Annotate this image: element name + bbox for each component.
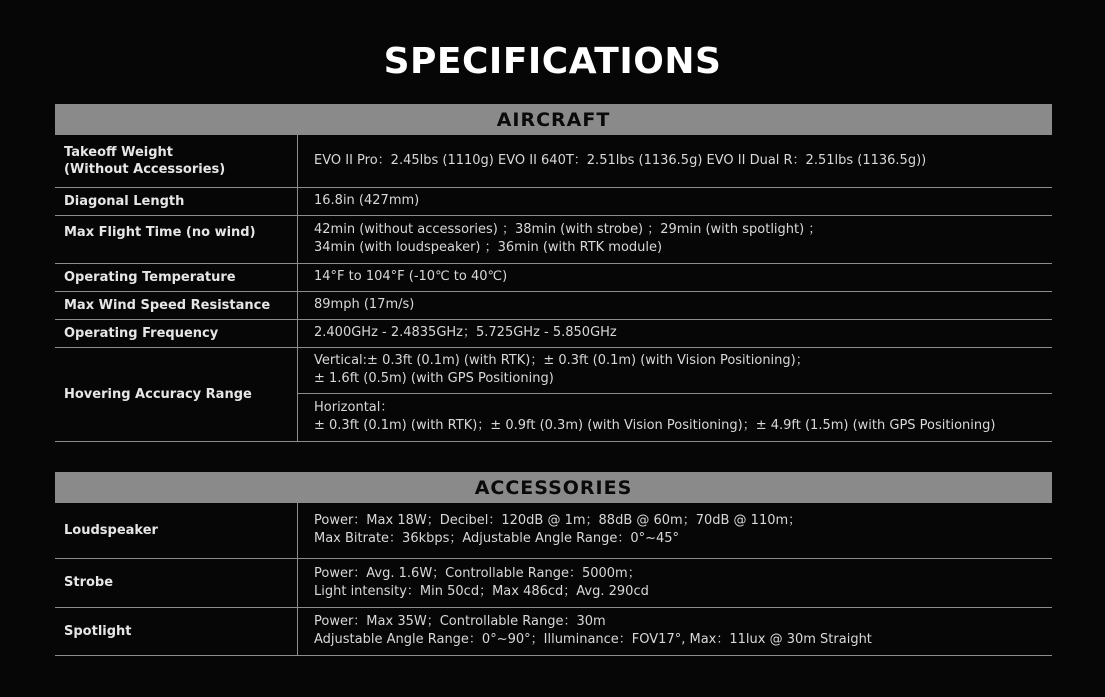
strobe-value-line2: Light intensity：Min 50cd；Max 486cd；Avg. 290cd xyxy=(314,583,649,599)
page-title: SPECIFICATIONS xyxy=(383,41,722,82)
operating-frequency-value: 2.400GHz - 2.4835GHz；5.725GHz - 5.850GHz xyxy=(298,319,1053,347)
hovering-horizontal-line1: Horizontal： xyxy=(314,400,394,415)
row-value xyxy=(298,347,1053,393)
takeoff-weight-label-note: (Without Accessories) xyxy=(64,161,226,177)
max-flight-time-value-line1: 42min (without accessories) ；38min (with strobe) ；29min (with spotlight) ； xyxy=(314,222,822,237)
aircraft-section xyxy=(55,104,1052,442)
row-value xyxy=(298,503,1053,558)
table-row xyxy=(55,319,1052,347)
loudspeaker-value-line2: Max Bitrate：36kbps；Adjustable Angle Range：0°~45° xyxy=(314,531,680,547)
row-value xyxy=(298,135,1053,187)
row-label xyxy=(55,135,298,187)
row-value xyxy=(298,215,1053,263)
table-row xyxy=(55,263,1052,291)
table-row xyxy=(55,558,1052,607)
accessories-spec-table xyxy=(55,503,1052,656)
spotlight-value-line2: Adjustable Angle Range：0°~90°；Illuminance：FOV17°, Max：11lux @ 30m Straight xyxy=(314,632,872,647)
table-row xyxy=(55,503,1052,558)
row-value xyxy=(298,393,1053,441)
max-wind-speed-label: Max Wind Speed Resistance xyxy=(55,291,298,319)
max-flight-time-value-line2: 34min (with loudspeaker) ；36min (with RTK module) xyxy=(314,240,663,255)
loudspeaker-label: Loudspeaker xyxy=(55,503,298,558)
diagonal-length-value: 16.8in (427mm) xyxy=(298,187,1053,215)
operating-frequency-label: Operating Frequency xyxy=(55,319,298,347)
table-row xyxy=(55,291,1052,319)
max-flight-time-label: Max Flight Time (no wind) xyxy=(55,215,298,263)
takeoff-weight-label: Takeoff Weight xyxy=(64,144,173,160)
table-row xyxy=(55,215,1052,263)
accessories-header: ACCESSORIES xyxy=(55,472,1052,503)
aircraft-spec-table xyxy=(55,135,1052,442)
loudspeaker-value-line1: Power：Max 18W；Decibel：120dB @ 1m；88dB @ 60m；70dB @ 110m； xyxy=(314,513,802,529)
table-row xyxy=(55,187,1052,215)
hovering-accuracy-label: Hovering Accuracy Range xyxy=(55,347,298,441)
table-row xyxy=(55,607,1052,655)
hovering-vertical-line2: ± 1.6ft (0.5m) (with GPS Positioning) xyxy=(314,371,554,386)
hovering-horizontal-line2: ± 0.3ft (0.1m) (with RTK)；± 0.9ft (0.3m) (with Vision Positioning)；± 4.9ft (1.5m) (with GPS Positioning) xyxy=(314,418,996,433)
accessories-section xyxy=(55,472,1052,656)
takeoff-weight-value: EVO II Pro：2.45lbs (1110g) EVO II 640T：2.51lbs (1136.5g) EVO II Dual R：2.51lbs (1136.5g)) xyxy=(314,152,927,168)
diagonal-length-label: Diagonal Length xyxy=(55,187,298,215)
row-value xyxy=(298,558,1053,607)
strobe-value-line1: Power：Avg. 1.6W；Controllable Range：5000m； xyxy=(314,565,641,581)
table-row xyxy=(55,347,1052,393)
max-wind-speed-value: 89mph (17m/s) xyxy=(298,291,1053,319)
spotlight-label: Spotlight xyxy=(55,607,298,655)
row-value xyxy=(298,607,1053,655)
operating-temperature-value: 14°F to 104°F (-10℃ to 40℃) xyxy=(298,263,1053,291)
aircraft-header: AIRCRAFT xyxy=(55,104,1052,135)
operating-temperature-label: Operating Temperature xyxy=(55,263,298,291)
strobe-label: Strobe xyxy=(55,558,298,607)
table-row xyxy=(55,135,1052,187)
spotlight-value-line1: Power：Max 35W；Controllable Range：30m xyxy=(314,614,606,629)
hovering-vertical-line1: Vertical:± 0.3ft (0.1m) (with RTK)；± 0.3ft (0.1m) (with Vision Positioning)； xyxy=(314,353,809,368)
